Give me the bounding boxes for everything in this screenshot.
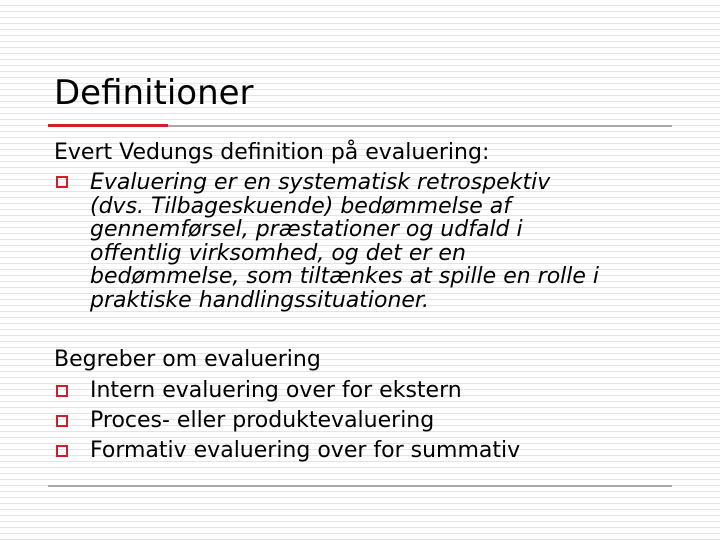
concept-text: Proces- eller produktevaluering: [90, 408, 435, 433]
definition-quote: [90, 171, 599, 313]
title-rule-accent: [48, 124, 168, 127]
definition-line: offentlig virksomhed, og det er en: [90, 240, 466, 266]
concept-text: Intern evaluering over for ekstern: [90, 378, 462, 403]
definition-line: Evaluering er en systematisk retrospektiv: [90, 170, 551, 195]
definition-line: praktiske handlingssituationer.: [90, 287, 429, 313]
square-bullet-icon: [56, 176, 68, 188]
footer-rule: [48, 485, 672, 487]
definition-line: (dvs. Tilbageskuende) bedømmelse af: [90, 193, 511, 219]
square-bullet-icon: [56, 445, 68, 457]
square-bullet-icon: [56, 415, 68, 427]
concept-text: Formativ evaluering over for summativ: [90, 438, 521, 463]
intro-text: Evert Vedungs definition på evaluering:: [54, 140, 490, 165]
definition-line: gennemførsel, præstationer og udfald i: [90, 217, 523, 243]
slide-title: Definitioner: [54, 73, 254, 113]
section-heading: Begreber om evaluering: [54, 347, 321, 372]
definition-line: bedømmelse, som tiltænkes at spille en rolle i: [90, 264, 600, 290]
square-bullet-icon: [56, 385, 68, 397]
title-rule: [168, 125, 672, 127]
